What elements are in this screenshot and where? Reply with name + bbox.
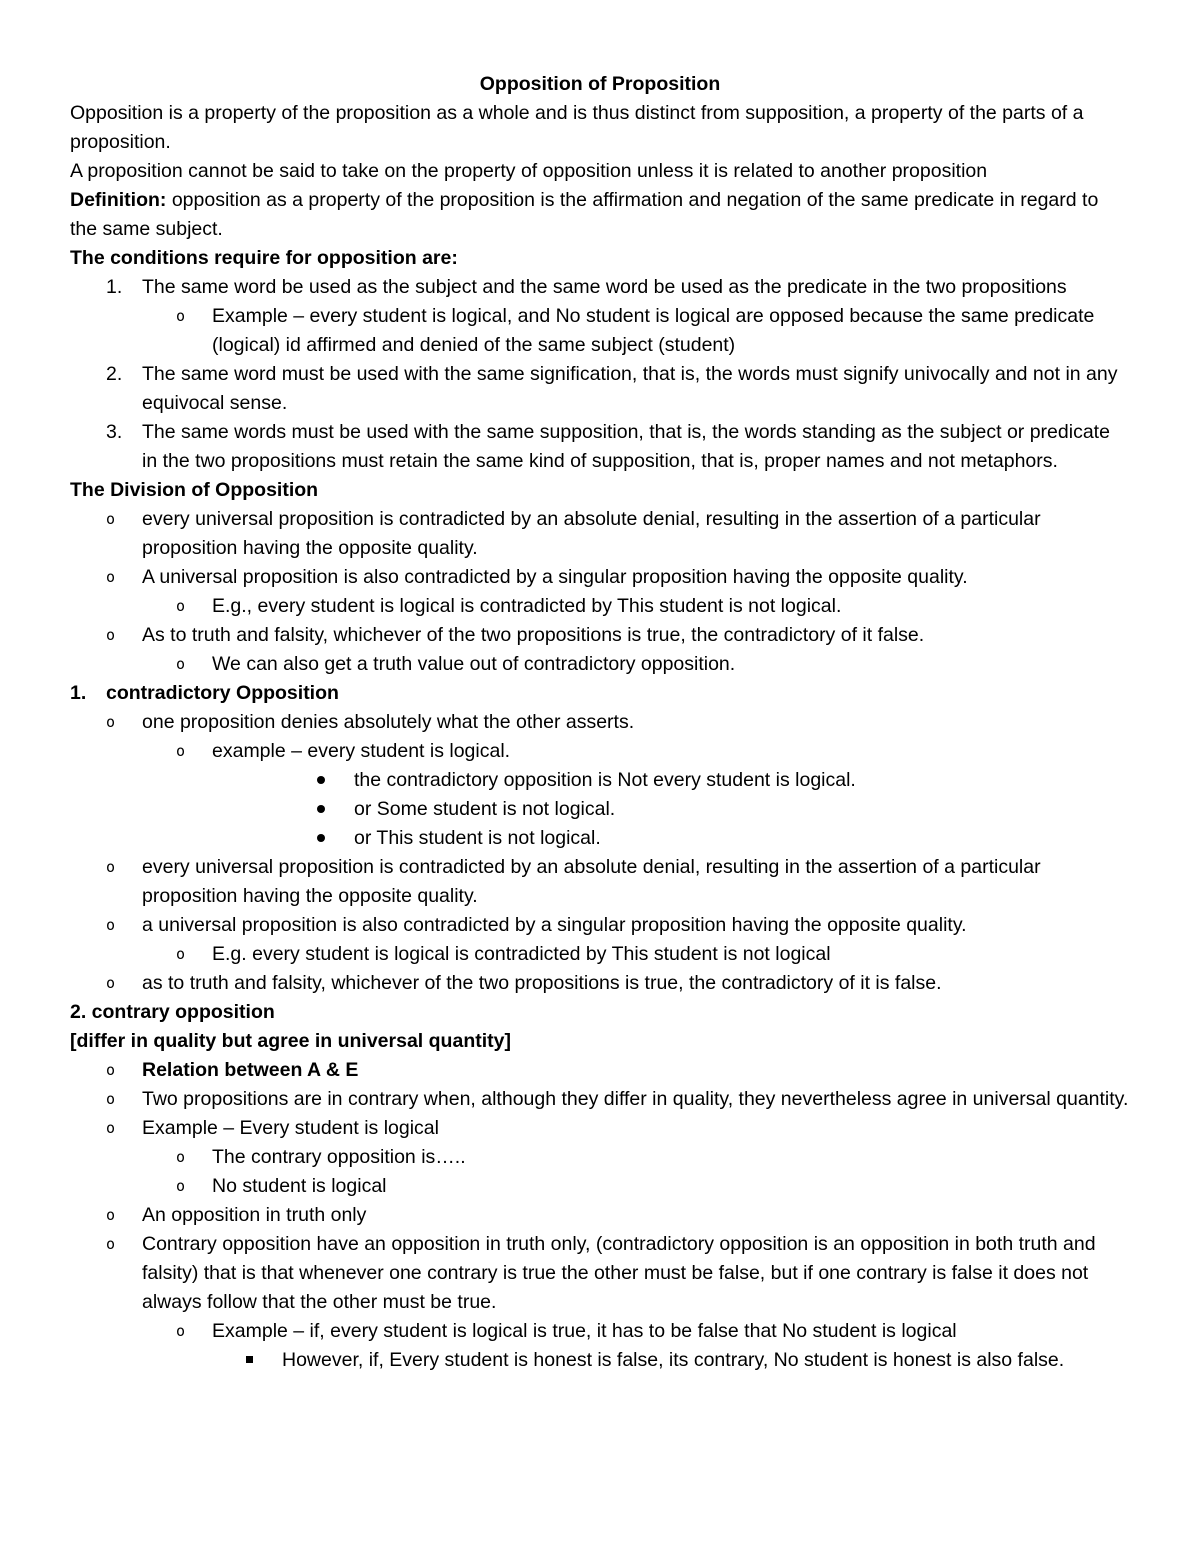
contrary-heading: 2. contrary opposition xyxy=(70,1001,275,1023)
intro-paragraph-1: Opposition is a property of the proposition as a whole and is thus distinct from supposition, a property of the parts of a proposition. xyxy=(70,102,1084,153)
conditions-heading: The conditions require for opposition are: xyxy=(70,247,458,269)
dot-bullet-icon xyxy=(317,834,325,842)
dot-bullet-icon xyxy=(317,776,325,784)
circle-bullet-icon: o xyxy=(106,858,116,876)
definition-paragraph xyxy=(70,186,1130,244)
condition-subitem: o Example – every student is logical, and No student is logical are opposed because the same predicate (logical) id affirmed and denied of the same subject (student) xyxy=(70,302,1130,360)
contradictory-item: o as to truth and falsity, whichever of the two propositions is true, the contradictory of it is false. xyxy=(70,969,1130,998)
circle-bullet-icon: o xyxy=(106,1119,116,1137)
contradictory-example: or Some student is not logical. xyxy=(70,795,1130,824)
contradictory-example: or This student is not logical. xyxy=(70,824,1130,853)
contradictory-subitem: o E.g. every student is logical is contradicted by This student is not logical xyxy=(70,940,1130,969)
contrary-item: o Relation between A & E xyxy=(70,1056,1130,1085)
section-number: 1. xyxy=(70,682,87,704)
contrary-subheading: [differ in quality but agree in universal quantity] xyxy=(70,1030,511,1052)
circle-bullet-icon: o xyxy=(106,713,116,731)
circle-bullet-icon: o xyxy=(106,626,116,644)
division-item: o As to truth and falsity, whichever of the two propositions is true, the contradictory of it false. xyxy=(70,621,1130,650)
definition-text: opposition as a property of the proposition is the affirmation and negation of the same predicate in regard to the same subject. xyxy=(70,189,1099,240)
circle-bullet-icon: o xyxy=(176,307,186,325)
division-heading: The Division of Opposition xyxy=(70,479,319,501)
circle-bullet-icon: o xyxy=(106,974,116,992)
list-number: 1. xyxy=(106,276,123,298)
list-number: 2. xyxy=(106,363,123,385)
circle-bullet-icon: o xyxy=(106,1206,116,1224)
definition-label: Definition: xyxy=(70,189,167,211)
contradictory-item: o one proposition denies absolutely what the other asserts. xyxy=(70,708,1130,737)
division-subitem: o E.g., every student is logical is contradicted by This student is not logical. xyxy=(70,592,1130,621)
circle-bullet-icon: o xyxy=(106,510,116,528)
circle-bullet-icon: o xyxy=(176,1148,186,1166)
contrary-item: o Example – Every student is logical xyxy=(70,1114,1130,1143)
contradictory-heading: 1. contradictory Opposition xyxy=(70,679,1130,708)
division-item: o every universal proposition is contradicted by an absolute denial, resulting in the assertion of a particular proposition having the opposite quality. xyxy=(70,505,1130,563)
division-item: o A universal proposition is also contradicted by a singular proposition having the opposite quality. xyxy=(70,563,1130,592)
square-bullet-icon xyxy=(246,1356,253,1363)
contradictory-item: o every universal proposition is contradicted by an absolute denial, resulting in the assertion of a particular proposition having the opposite quality. xyxy=(70,853,1130,911)
circle-bullet-icon: o xyxy=(176,742,186,760)
circle-bullet-icon: o xyxy=(106,916,116,934)
condition-item-2: 2. The same word must be used with the same signification, that is, the words must signify univocally and not in any equivocal sense. xyxy=(70,360,1130,418)
circle-bullet-icon: o xyxy=(176,655,186,673)
division-subitem: o We can also get a truth value out of contradictory opposition. xyxy=(70,650,1130,679)
contrary-item: o Two propositions are in contrary when, although they differ in quality, they nevertheless agree in universal quantity. xyxy=(70,1085,1130,1114)
circle-bullet-icon: o xyxy=(106,1235,116,1253)
contrary-subitem: o The contrary opposition is….. xyxy=(70,1143,1130,1172)
contradictory-subitem: o example – every student is logical. xyxy=(70,737,1130,766)
page-title: Opposition of Proposition xyxy=(479,73,721,95)
condition-item-3: 3. The same words must be used with the same supposition, that is, the words standing as the subject or predicate in the two propositions must retain the same kind of supposition, that is, proper names and not metaphors. xyxy=(70,418,1130,476)
condition-item-1: 1. The same word be used as the subject and the same word be used as the predicate in the two propositions xyxy=(70,273,1130,302)
list-number: 3. xyxy=(106,421,123,443)
circle-bullet-icon: o xyxy=(176,945,186,963)
contradictory-item: o a universal proposition is also contradicted by a singular proposition having the opposite quality. xyxy=(70,911,1130,940)
contrary-item: o An opposition in truth only xyxy=(70,1201,1130,1230)
circle-bullet-icon: o xyxy=(176,1177,186,1195)
contrary-example: However, if, Every student is honest is false, its contrary, No student is honest is also false. xyxy=(70,1346,1130,1375)
contrary-subitem: o Example – if, every student is logical is true, it has to be false that No student is logical xyxy=(70,1317,1130,1346)
intro-paragraph-2: A proposition cannot be said to take on the property of opposition unless it is related to another proposition xyxy=(70,160,988,182)
dot-bullet-icon xyxy=(317,805,325,813)
contrary-item: o Contrary opposition have an opposition in truth only, (contradictory opposition is an opposition in both truth and falsity) that is that whenever one contrary is true the other must be false, but if one contrary is false it does not always follow that the other must be true. xyxy=(70,1230,1130,1317)
circle-bullet-icon: o xyxy=(106,1061,116,1079)
circle-bullet-icon: o xyxy=(176,1322,186,1340)
circle-bullet-icon: o xyxy=(176,597,186,615)
circle-bullet-icon: o xyxy=(106,1090,116,1108)
circle-bullet-icon: o xyxy=(106,568,116,586)
contrary-subitem: o No student is logical xyxy=(70,1172,1130,1201)
contradictory-example: the contradictory opposition is Not every student is logical. xyxy=(70,766,1130,795)
